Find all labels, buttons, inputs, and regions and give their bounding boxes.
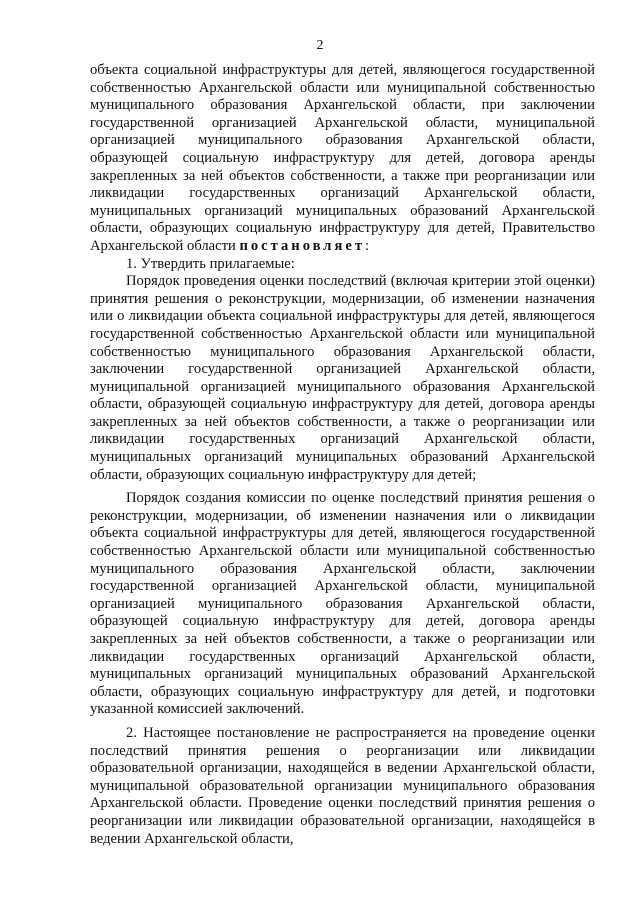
paragraph-assessment-procedure: Порядок проведения оценки последствий (включая критерии этой оценки) принятия решения о реконструкции, модернизации, об изменении назначения или о ликвидации объекта социальной инфраструктуры для детей, являющегося государственной собственностью Архангельской области или муниципальной собственностью муниципального образования Архангельской области, заключении государственной организацией Архангельской области, муниципальной организацией муниципального образования Архангельской области, образующей социальную инфраструктуру для детей, договора аренды закрепленных за ней объектов собственности, а также о реорганизации или ликвидации государственных организаций Архангельской области, муниципальных организаций муниципальных образований Архангельской области, образующих социальную инфраструктуру для детей; xyxy=(90,273,595,483)
decree-word: постановляет xyxy=(239,237,366,254)
paragraph-commission-procedure: Порядок создания комиссии по оценке последствий принятия решения о реконструкции, модернизации, об изменении назначения или о ликвидации объекта социальной инфраструктуры для детей, являющегося государственной собственностью Архангельской области или муниципальной собственностью муниципального образования Архангельской области, заключении государственной организацией Архангельской области, муниципальной организацией муниципального образования Архангельской области, образующей социальную инфраструктуру для детей, договора аренды закрепленных за ней объектов собственности, а также о реорганизации или ликвидации государственных организаций Архангельской области, муниципальных организаций муниципальных образований Архангельской области, образующих социальную инфраструктуру для детей, и подготовки указанной комиссией заключений. xyxy=(90,490,595,718)
preamble-end: : xyxy=(365,237,370,254)
paragraph-item-2: 2. Настоящее постановление не распространяется на проведение оценки последствий принятия решения о реорганизации или ликвидации образовательной организации, находящейся в ведении Архангельской области, муниципальной образовательной организации муниципального образования Архангельской области. Проведение оценки последствий принятия решения о реорганизации или ликвидации образовательной организации, находящейся в ведении Архангельской области, xyxy=(90,724,595,847)
document-body xyxy=(90,62,595,848)
preamble-text: объекта социальной инфраструктуры для детей, являющегося государственной собственностью Архангельской области или муниципальной собственностью муниципального образования Архангельской области, при заключении государственной организацией Архангельской области, муниципальной организацией муниципального образования Архангельской области, образующей социальную инфраструктуру для детей, договора аренды закрепленных за ней объектов собственности, а также при реорганизации или ликвидации государственных организаций Архангельской области, муниципальных организаций муниципальных образований Архангельской области, образующих социальную инфраструктуру для детей, Правительство Архангельской области xyxy=(90,62,595,254)
page-number: 2 xyxy=(316,38,324,53)
paragraph-preamble xyxy=(90,62,595,256)
paragraph-item-1: 1. Утвердить прилагаемые: xyxy=(126,255,295,272)
